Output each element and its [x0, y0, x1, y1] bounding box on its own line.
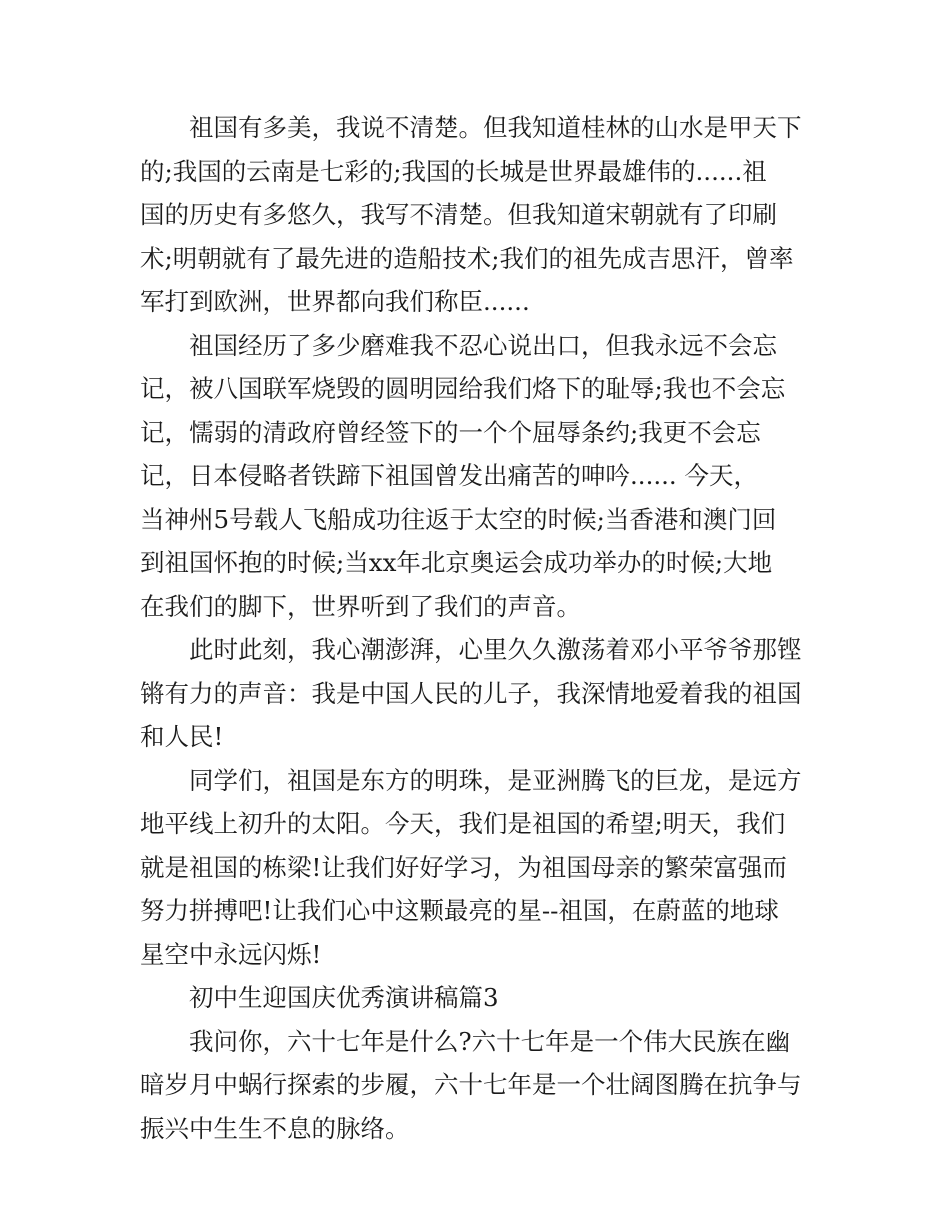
- text-line: 军打到欧洲，世界都向我们称臣......: [140, 287, 530, 316]
- text-line: 和人民!: [140, 722, 224, 751]
- text-line: 星空中永远闪烁!: [140, 939, 322, 969]
- text-line: 振兴中生生不息的脉络。: [140, 1113, 410, 1143]
- text-line: 术;明朝就有了最先进的造船技术;我们的祖先成吉思汗，曾率: [140, 243, 794, 273]
- text-line: 在我们的脚下，世界听到了我们的声音。: [140, 591, 581, 621]
- text-line: 锵有力的声音：我是中国人民的儿子，我深情地爱着我的祖国: [140, 678, 802, 708]
- text-line: 暗岁月中蜗行探索的步履，六十七年是一个壮阔图腾在抗争与: [140, 1070, 802, 1099]
- text-line: 我问你，六十七年是什么?六十七年是一个伟大民族在幽: [189, 1026, 791, 1056]
- text-line: 记，日本侵略者铁蹄下祖国曾发出痛苦的呻吟...... 今天，: [140, 461, 759, 490]
- text-line: 此时此刻，我心潮澎湃，心里久久激荡着邓小平爷爷那铿: [189, 635, 802, 664]
- text-line: 就是祖国的栋梁!让我们好好学习，为祖国母亲的繁荣富强而: [140, 852, 787, 882]
- paragraph-2: [140, 324, 812, 629]
- paragraph-4: [140, 759, 812, 977]
- document-body: [140, 106, 812, 1150]
- section-heading: [140, 976, 812, 1020]
- text-line: 的;我国的云南是七彩的;我国的长城是世界最雄伟的......祖: [140, 156, 767, 186]
- text-line: 记，懦弱的清政府曾经签下的一个个屈辱条约;我更不会忘: [140, 417, 761, 447]
- text-line: 同学们，祖国是东方的明珠，是亚洲腾飞的巨龙，是远方: [189, 765, 802, 795]
- text-line: 记，被八国联军烧毁的圆明园给我们烙下的耻辱;我也不会忘: [140, 374, 786, 403]
- text-line: 地平线上初升的太阳。今天，我们是祖国的希望;明天，我们: [140, 809, 786, 838]
- paragraph-3: [140, 628, 812, 759]
- text-line: 祖国有多美，我说不清楚。但我知道桂林的山水是甲天下: [189, 113, 802, 142]
- text-line: 当神州5号载人飞船成功往返于太空的时候;当香港和澳门回: [140, 504, 777, 534]
- text-line: 国的历史有多悠久，我写不清楚。但我知道宋朝就有了印刷: [140, 200, 777, 229]
- text-line: 到祖国怀抱的时候;当xx年北京奥运会成功举办的时候;大地: [140, 548, 773, 577]
- text-line: 努力拼搏吧!让我们心中这颗最亮的星--祖国，在蔚蓝的地球: [140, 896, 779, 925]
- paragraph-5: [140, 1020, 812, 1151]
- heading-line: 初中生迎国庆优秀演讲稿篇3: [189, 983, 499, 1012]
- paragraph-1: [140, 106, 812, 324]
- text-line: 祖国经历了多少磨难我不忍心说出口，但我永远不会忘: [189, 330, 777, 360]
